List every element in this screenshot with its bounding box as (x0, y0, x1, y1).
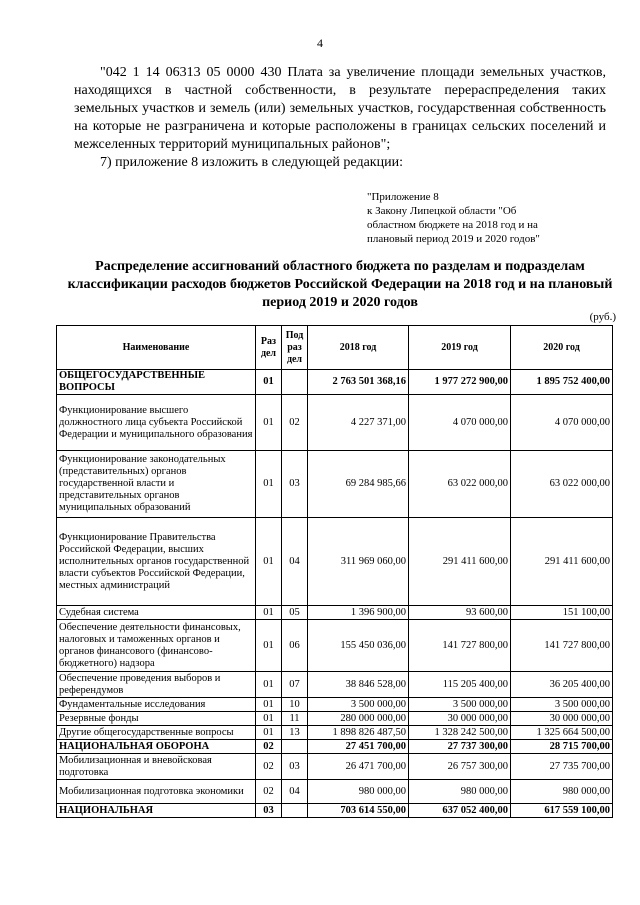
paragraph-amendment: "042 1 14 06313 05 0000 430 Плата за увеличение площади земельных участков, находящихся в частной собственности, в результате перераспределения таких земельных участков и земель (или) земельных участков, государственная собственность на которые не разграничена и которые расположены в границах сельских поселений и межселенных территорий муниципальных районов"; (74, 65, 606, 152)
cell-name: ОБЩЕГОСУДАРСТВЕННЫЕ ВОПРОСЫ (57, 370, 256, 395)
cell-y2019: 63 022 000,00 (409, 451, 511, 518)
cell-y2018: 311 969 060,00 (308, 518, 409, 606)
appendix-note-line: плановый период 2019 и 2020 годов" (367, 233, 540, 245)
table-row (57, 620, 613, 672)
cell-name: Мобилизационная подготовка экономики (57, 780, 256, 804)
cell-y2018: 3 500 000,00 (308, 698, 409, 712)
cell-subsection: 11 (282, 712, 308, 726)
cell-subsection (282, 804, 308, 818)
cell-y2020: 63 022 000,00 (511, 451, 613, 518)
appendix-note-line: "Приложение 8 (367, 191, 439, 203)
cell-name: Судебная система (57, 606, 256, 620)
cell-y2020: 617 559 100,00 (511, 804, 613, 818)
table-row (57, 370, 613, 395)
cell-y2020: 36 205 400,00 (511, 672, 613, 698)
cell-y2018: 69 284 985,66 (308, 451, 409, 518)
cell-subsection: 02 (282, 395, 308, 451)
table-row (57, 606, 613, 620)
table-row (57, 672, 613, 698)
cell-y2019: 3 500 000,00 (409, 698, 511, 712)
cell-y2020: 27 735 700,00 (511, 754, 613, 780)
cell-name: Обеспечение проведения выборов и референдумов (57, 672, 256, 698)
cell-name: Функционирование высшего должностного лица субъекта Российской Федерации и муниципального образования (57, 395, 256, 451)
cell-section: 01 (256, 712, 282, 726)
table-row (57, 740, 613, 754)
table-header-row (57, 326, 613, 370)
cell-y2019: 30 000 000,00 (409, 712, 511, 726)
cell-y2019: 291 411 600,00 (409, 518, 511, 606)
table-body (57, 370, 613, 818)
appendix-note (367, 190, 607, 246)
cell-section: 01 (256, 726, 282, 740)
cell-y2020: 4 070 000,00 (511, 395, 613, 451)
table-row (57, 518, 613, 606)
cell-y2019: 26 757 300,00 (409, 754, 511, 780)
cell-subsection (282, 370, 308, 395)
cell-name: Фундаментальные исследования (57, 698, 256, 712)
cell-subsection: 03 (282, 754, 308, 780)
cell-y2019: 980 000,00 (409, 780, 511, 804)
cell-name: Резервные фонды (57, 712, 256, 726)
cell-section: 02 (256, 780, 282, 804)
cell-y2020: 30 000 000,00 (511, 712, 613, 726)
header-2020: 2020 год (511, 326, 613, 370)
table-row (57, 754, 613, 780)
cell-y2019: 637 052 400,00 (409, 804, 511, 818)
body-text (74, 64, 606, 172)
cell-y2020: 151 100,00 (511, 606, 613, 620)
paragraph-instruction: 7) приложение 8 изложить в следующей редакции: (100, 155, 403, 170)
cell-name: Другие общегосударственные вопросы (57, 726, 256, 740)
cell-y2018: 2 763 501 368,16 (308, 370, 409, 395)
cell-subsection: 13 (282, 726, 308, 740)
cell-subsection: 06 (282, 620, 308, 672)
cell-y2018: 27 451 700,00 (308, 740, 409, 754)
cell-section: 01 (256, 370, 282, 395)
cell-y2018: 26 471 700,00 (308, 754, 409, 780)
header-subsection: Под раз дел (282, 326, 308, 370)
cell-section: 03 (256, 804, 282, 818)
header-2018: 2018 год (308, 326, 409, 370)
cell-subsection: 07 (282, 672, 308, 698)
cell-y2020: 1 325 664 500,00 (511, 726, 613, 740)
cell-name: Функционирование законодательных (представительных) органов государственной власти и представительных органов муниципальных образований (57, 451, 256, 518)
cell-y2019: 27 737 300,00 (409, 740, 511, 754)
cell-y2018: 4 227 371,00 (308, 395, 409, 451)
table-row (57, 451, 613, 518)
cell-subsection: 10 (282, 698, 308, 712)
header-2019: 2019 год (409, 326, 511, 370)
cell-y2019: 1 977 272 900,00 (409, 370, 511, 395)
cell-y2020: 28 715 700,00 (511, 740, 613, 754)
table-row (57, 780, 613, 804)
cell-name: НАЦИОНАЛЬНАЯ ОБОРОНА (57, 740, 256, 754)
appendix-note-line: к Закону Липецкой области "Об (367, 205, 517, 217)
cell-section: 01 (256, 620, 282, 672)
page-number: 4 (317, 36, 323, 50)
table-row (57, 712, 613, 726)
cell-section: 02 (256, 740, 282, 754)
cell-y2018: 280 000 000,00 (308, 712, 409, 726)
cell-y2018: 703 614 550,00 (308, 804, 409, 818)
units-label: (руб.) (589, 311, 616, 323)
table-row (57, 726, 613, 740)
cell-y2019: 141 727 800,00 (409, 620, 511, 672)
cell-name: Мобилизационная и вневойсковая подготовка (57, 754, 256, 780)
cell-subsection: 04 (282, 518, 308, 606)
cell-name: НАЦИОНАЛЬНАЯ (57, 804, 256, 818)
cell-section: 01 (256, 606, 282, 620)
cell-y2018: 1 898 826 487,50 (308, 726, 409, 740)
table-row (57, 804, 613, 818)
cell-y2020: 1 895 752 400,00 (511, 370, 613, 395)
cell-section: 01 (256, 518, 282, 606)
appendix-note-line: областном бюджете на 2018 год и на (367, 219, 538, 231)
cell-section: 01 (256, 698, 282, 712)
cell-name: Функционирование Правительства Российской Федерации, высших исполнительных органов государственной власти субъектов Российской Федерации, местных администраций (57, 518, 256, 606)
cell-y2020: 291 411 600,00 (511, 518, 613, 606)
cell-y2019: 93 600,00 (409, 606, 511, 620)
cell-y2018: 155 450 036,00 (308, 620, 409, 672)
cell-y2018: 38 846 528,00 (308, 672, 409, 698)
cell-section: 01 (256, 672, 282, 698)
cell-y2018: 1 396 900,00 (308, 606, 409, 620)
cell-y2020: 3 500 000,00 (511, 698, 613, 712)
header-section: Раз дел (256, 326, 282, 370)
cell-y2020: 141 727 800,00 (511, 620, 613, 672)
cell-name: Обеспечение деятельности финансовых, налоговых и таможенных органов и органов финансового (финансово-бюджетного) надзора (57, 620, 256, 672)
cell-subsection: 05 (282, 606, 308, 620)
cell-y2019: 4 070 000,00 (409, 395, 511, 451)
cell-section: 01 (256, 395, 282, 451)
header-name: Наименование (57, 326, 256, 370)
cell-y2019: 1 328 242 500,00 (409, 726, 511, 740)
cell-subsection (282, 740, 308, 754)
budget-table (56, 325, 613, 818)
table-row (57, 698, 613, 712)
cell-y2019: 115 205 400,00 (409, 672, 511, 698)
cell-section: 02 (256, 754, 282, 780)
document-title: Распределение ассигнований областного бюджета по разделам и подразделам классификации расходов бюджетов Российской Федерации на 2018 год и на плановый период 2019 и 2020 годов (67, 259, 613, 310)
cell-y2020: 980 000,00 (511, 780, 613, 804)
cell-subsection: 04 (282, 780, 308, 804)
table-row (57, 395, 613, 451)
cell-y2018: 980 000,00 (308, 780, 409, 804)
cell-subsection: 03 (282, 451, 308, 518)
cell-section: 01 (256, 451, 282, 518)
